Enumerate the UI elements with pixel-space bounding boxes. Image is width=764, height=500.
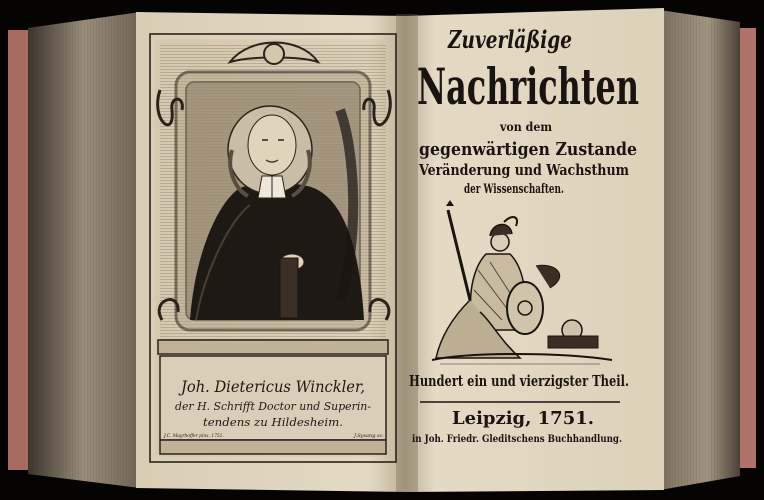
portrait-caption-line3: tendens zu Hildesheim.	[203, 416, 343, 429]
imprint-city-year: Leipzig, 1751.	[452, 408, 594, 429]
title-line-2: Nachrichten	[417, 57, 639, 116]
engraver-credit-right: J.Sysang sc.	[352, 433, 385, 439]
subtitle-line-3: Veränderung und Wachsthum	[418, 161, 630, 179]
portrait-caption-line2: der H. Schrifft Doctor und Superin-	[175, 400, 372, 413]
frontispiece-engraving	[150, 34, 396, 462]
title-line-1: Zuverläßige	[447, 25, 572, 54]
subtitle-line-4: der Wissenschaften.	[464, 182, 564, 197]
part-number: Hundert ein und vierzigster Theil.	[409, 372, 629, 390]
subtitle-line-1: von dem	[499, 120, 553, 134]
imprint-publisher: in Joh. Friedr. Gleditschens Buchhandlung.	[412, 434, 622, 445]
subtitle-line-2: gegenwärtigen Zustande	[419, 139, 637, 160]
portrait-caption-line1: Joh. Dietericus Winckler,	[178, 377, 365, 396]
engraver-credit-left: J.C. Mayrhoffer pinx. 1751.	[163, 433, 225, 439]
